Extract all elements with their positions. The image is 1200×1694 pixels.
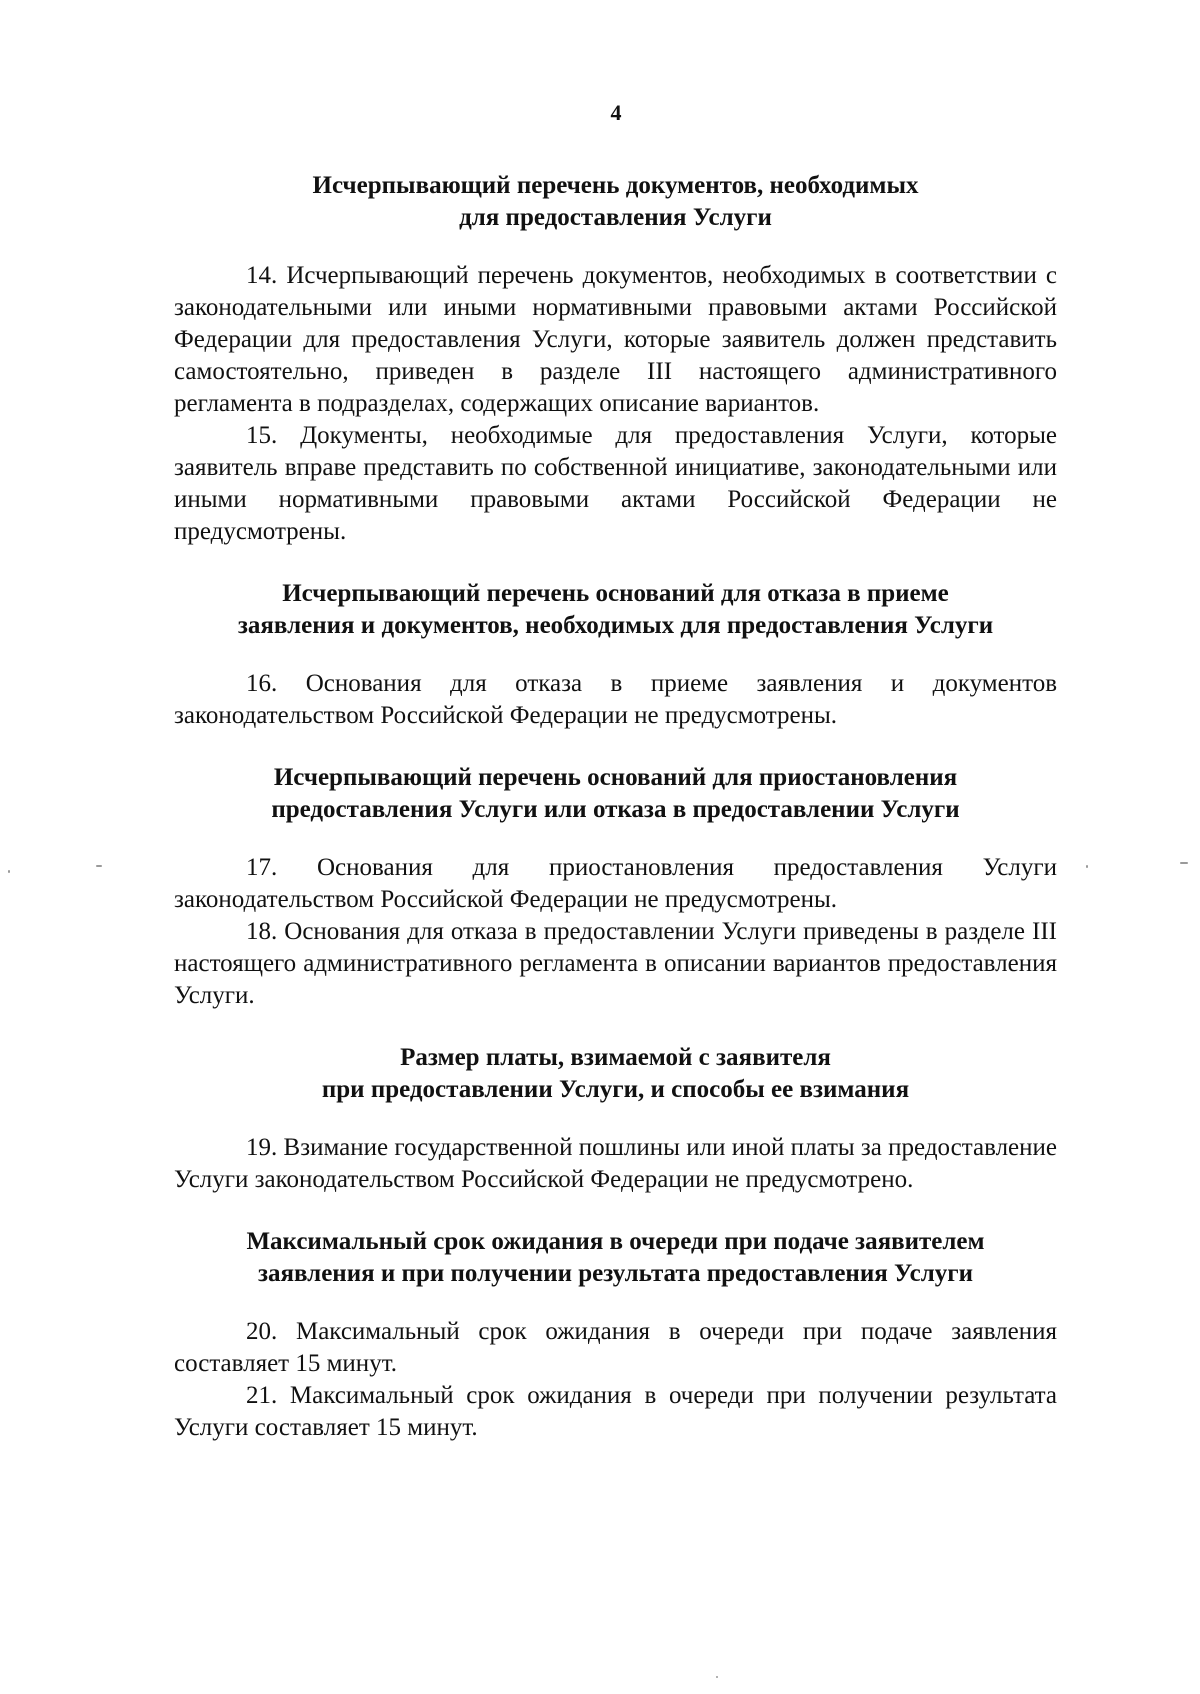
paragraph-15: 15. Документы, необходимые для предоставления Услуги, которые заявитель вправе представить по собственной инициативе, законодательными или иными нормативными правовыми актами Российской Федерации не предусмотрены. (174, 422, 1057, 545)
section-suspension-grounds (174, 762, 1057, 1012)
scan-speck (1086, 865, 1088, 868)
heading-line: Исчерпывающий перечень оснований для приостановления (273, 764, 958, 791)
section-refusal-grounds-acceptance (174, 578, 1057, 732)
page-number: 4 (610, 100, 622, 125)
scan-speck (716, 1676, 718, 1678)
heading-line: Размер платы, взимаемой с заявителя (400, 1044, 831, 1071)
section-waiting-time (174, 1226, 1057, 1444)
section-heading (174, 1226, 1057, 1290)
paragraph-16: 16. Основания для отказа в приеме заявления и документов законодательством Российской Федерации не предусмотрены. (174, 670, 1057, 729)
heading-line: предоставления Услуги или отказа в предоставлении Услуги (271, 796, 960, 823)
section-fees (174, 1042, 1057, 1196)
section-heading (174, 1042, 1057, 1106)
paragraph-21: 21. Максимальный срок ожидания в очереди при получении результата Услуги составляет 15 минут. (174, 1382, 1057, 1441)
heading-line: Исчерпывающий перечень оснований для отказа в приеме (282, 580, 949, 607)
heading-line: Исчерпывающий перечень документов, необходимых (312, 172, 919, 199)
paragraph-19: 19. Взимание государственной пошлины или иной платы за предоставление Услуги законодательством Российской Федерации не предусмотрено. (174, 1134, 1057, 1193)
page-content (174, 170, 1057, 1474)
scan-speck (1180, 862, 1188, 864)
section-heading (174, 762, 1057, 826)
scan-speck (96, 865, 102, 867)
heading-line: Максимальный срок ожидания в очереди при подаче заявителем (246, 1228, 985, 1255)
section-heading (174, 578, 1057, 642)
paragraph-20: 20. Максимальный срок ожидания в очереди при подаче заявления составляет 15 минут. (174, 1318, 1057, 1377)
section-required-documents (174, 170, 1057, 548)
heading-line: заявления и при получении результата предоставления Услуги (257, 1260, 974, 1287)
heading-line: заявления и документов, необходимых для предоставления Услуги (237, 612, 994, 639)
scan-speck (8, 870, 10, 873)
heading-line: для предоставления Услуги (459, 204, 772, 231)
heading-line: при предоставлении Услуги, и способы ее взимания (321, 1076, 910, 1103)
paragraph-14: 14. Исчерпывающий перечень документов, необходимых в соответствии с законодательными или иными нормативными правовыми актами Российской Федерации для предоставления Услуги, которые заявитель должен представить самостоятельно, приведен в разделе III настоящего административного регламента в подразделах, содержащих описание вариантов. (174, 262, 1057, 417)
paragraph-17: 17. Основания для приостановления предоставления Услуги законодательством Российской Федерации не предусмотрены. (174, 854, 1057, 913)
paragraph-18: 18. Основания для отказа в предоставлении Услуги приведены в разделе III настоящего административного регламента в описании вариантов предоставления Услуги. (174, 918, 1057, 1009)
section-heading (174, 170, 1057, 234)
